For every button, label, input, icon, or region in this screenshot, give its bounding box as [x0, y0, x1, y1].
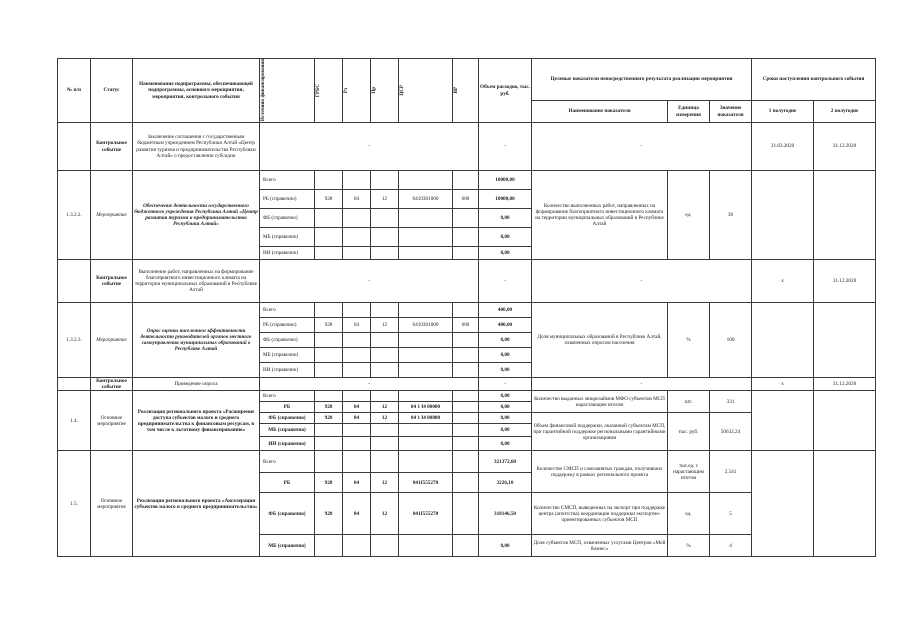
m3-ind2: Объем финансовой поддержки, оказанной субъектам МСП, при гарантийной поддержке региональными гарантийными организациями [532, 413, 668, 451]
m4-ind1: Количество СМСП и самозанятых граждан, получивших поддержку в рамках регионального проекта [532, 451, 668, 493]
m1-ii-volume: 0,00 [479, 247, 532, 260]
header-vr [453, 59, 479, 123]
m2-source-fb: ФБ (справочно) [260, 333, 315, 348]
m2-rb-pr: 12 [371, 318, 399, 333]
m1-rb-grbs: 928 [315, 190, 343, 209]
m4-ind2-value: 5 [710, 493, 752, 535]
ev3-half1: x [752, 378, 814, 391]
m1-rb-volume: 10000,00 [479, 190, 532, 209]
m2-value: 100 [710, 303, 752, 378]
m2-name: Опрос оценки населением эффективности деятельности руководителей органов местного самоуправления муниципальных образований в Республике Алтай [133, 303, 260, 378]
m4-fb-pr: 12 [371, 493, 399, 535]
m4-rb-volume: 3226,10 [479, 473, 532, 493]
m1-unit: ед. [668, 171, 710, 260]
m4-total-volume: 321372,60 [479, 451, 532, 473]
m4-ind3-value: 4 [710, 535, 752, 557]
m3-status: Основное мероприятие [91, 391, 133, 451]
m2-status: Мероприятие [91, 303, 133, 378]
m3-total-volume: 0,00 [479, 391, 532, 402]
ev1-half2: 31.12.2020 [814, 123, 876, 171]
ev3-num [58, 378, 91, 391]
ev2-name: Выполнение работ, направленных на формирование благоприятного инвестиционного климата на территории муниципальных образований в Республике Алтай [133, 260, 260, 303]
header-grbs-label: ГРБС [316, 83, 321, 98]
header-csr [399, 59, 453, 123]
ev2-dash-indicators: - [532, 260, 752, 303]
m3-source-mb: МБ (справочно) [260, 424, 315, 437]
m4-source-fb: ФБ (справочно) [260, 493, 315, 535]
ev2-half1: x [752, 260, 814, 303]
m3-ind2-unit: тыс. руб. [668, 413, 710, 451]
header-pr [371, 59, 399, 123]
m1-rb-rz: 04 [343, 190, 371, 209]
m3-rb-volume: 0,00 [479, 402, 532, 413]
m1-total-csr [399, 171, 453, 190]
ev3-status: Контрольное событие [91, 378, 133, 391]
header-name: Наименование подпрограммы, обеспечивающей подпрограммы, основного мероприятия, мероприятия, контрольного события [133, 59, 260, 123]
m2-total-volume: 400,00 [479, 303, 532, 318]
m1-source-ii: ИИ (справочно) [260, 247, 315, 260]
m1-source-total: Всего [260, 171, 315, 190]
header-rz-label: Рз [344, 87, 349, 94]
m1-total-rz [343, 171, 371, 190]
header-source [260, 59, 315, 123]
ev2-num [58, 260, 91, 303]
m2-rb-vr: 600 [453, 318, 479, 333]
ev1-status: Контрольное событие [91, 123, 133, 171]
m3-num: 1.4. [58, 391, 91, 451]
m4-fb-grbs: 928 [315, 493, 343, 535]
m3-fb-grbs: 928 [315, 413, 343, 424]
header-csr-label: ЦСР [400, 85, 405, 96]
ev3-half2: 31.12.2020 [814, 378, 876, 391]
m2-mb-volume: 0,00 [479, 348, 532, 363]
header-half2: 2 полугодие [814, 101, 876, 123]
m2-fb-volume: 0,00 [479, 333, 532, 348]
m4-name: Реализация регионального проекта «Акселерация субъектов малого и среднего предпринимательства» [133, 451, 260, 557]
m3-ind1: Количество выданных микрозаймов МФО субъектам МСП нарастающим итогом [532, 391, 668, 413]
m2-source-mb: МБ (справочно) [260, 348, 315, 363]
ev1-num [58, 123, 91, 171]
ev2-dash-volume: - [479, 260, 532, 303]
m1-value: 30 [710, 171, 752, 260]
m3-source-fb: ФБ (справочно) [260, 413, 315, 424]
m4-half1 [752, 451, 814, 557]
m1-source-rb: РБ (справочно) [260, 190, 315, 209]
m2-half2 [814, 303, 876, 378]
header-vr-label: ВР [454, 87, 459, 94]
m3-rb-pr: 12 [371, 402, 399, 413]
m3-ii-volume: 0,00 [479, 437, 532, 451]
m2-unit: % [668, 303, 710, 378]
m1-name: Обеспечение деятельности государственного бюджетного учреждения Республики Алтай «Центр развития туризма и предпринимательства Республики Алтай» [133, 171, 260, 260]
budget-table [57, 58, 876, 557]
m4-source-total: Всего [260, 451, 315, 473]
m4-fb-rz: 04 [343, 493, 371, 535]
ev1-dash-codes: - [260, 123, 479, 171]
m3-fb-volume: 0,00 [479, 413, 532, 424]
m2-rb-csr: 0410301000 [399, 318, 453, 333]
ev2-status: Контрольное событие [91, 260, 133, 303]
m3-rb-csr: 04 1 I4 00000 [399, 402, 453, 413]
m4-source-rb: РБ [260, 473, 315, 493]
m1-indicator: Количество выполненных работ, направленных на формирование благоприятного инвестиционного климата на территории муниципальных образований в Республике Алтай [532, 171, 668, 260]
m4-rb-csr: 041I555270 [399, 473, 453, 493]
header-deadlines: Сроки наступления контрольного события [752, 59, 876, 101]
m2-rb-rz: 04 [343, 318, 371, 333]
ev3-name: Проведение опроса [133, 378, 260, 391]
m3-name: Реализация регионального проекта «Расширение доступа субъектов малого и среднего предпринимательства к финансовым ресурсам, в том числе к льготному финансированию» [133, 391, 260, 451]
m3-fb-csr: 04 1 I4 00000 [399, 413, 453, 424]
m3-ind1-value: 331 [710, 391, 752, 413]
m3-source-ii: ИИ (справочно) [260, 437, 315, 451]
m3-mb-volume: 0,00 [479, 424, 532, 437]
m4-source-mb: МБ (справочно) [260, 535, 315, 557]
m1-total-grbs [315, 171, 343, 190]
m2-ii-volume: 0,00 [479, 363, 532, 378]
m1-status: Мероприятие [91, 171, 133, 260]
ev2-dash-codes: - [260, 260, 479, 303]
m1-mb-volume: 0,00 [479, 228, 532, 247]
m1-rb-pr: 12 [371, 190, 399, 209]
m4-ind3-unit: % [668, 535, 710, 557]
m4-fb-volume: 318146,50 [479, 493, 532, 535]
m3-ind2-value: 50632,24 [710, 413, 752, 451]
header-grbs [315, 59, 343, 123]
ev3-dash-indicators: - [532, 378, 752, 391]
header-unit: Единица измерения [668, 101, 710, 123]
m4-rb-rz: 04 [343, 473, 371, 493]
m3-source-total: Всего [260, 391, 315, 402]
m2-num: 1.3.2.3. [58, 303, 91, 378]
header-num: № п/п [58, 59, 91, 123]
m3-source-rb: РБ [260, 402, 315, 413]
header-status: Статус [91, 59, 133, 123]
m4-fb-csr: 041I555270 [399, 493, 453, 535]
ev2-half2: 31.12.2020 [814, 260, 876, 303]
m4-ind1-value: 2,541 [710, 451, 752, 493]
m1-source-fb: ФБ (справочно) [260, 209, 315, 228]
header-indicators: Целевые показатели непосредственного результата реализации мероприятия [532, 59, 752, 101]
ev1-half1: 31.03.2020 [752, 123, 814, 171]
m3-fb-rz: 04 [343, 413, 371, 424]
m4-ind2-unit: ед. [668, 493, 710, 535]
ev3-dash-codes: - [260, 378, 479, 391]
header-indicator-name: Наименование показателя [532, 101, 668, 123]
m1-half2 [814, 171, 876, 260]
m3-rb-rz: 04 [343, 402, 371, 413]
m3-ind1-unit: шт. [668, 391, 710, 413]
m3-half1 [752, 391, 814, 451]
m1-rb-vr: 600 [453, 190, 479, 209]
header-value: Значение показателя [710, 101, 752, 123]
m1-fb-volume: 0,00 [479, 209, 532, 228]
m3-fb-pr: 12 [371, 413, 399, 424]
m1-num: 1.3.2.2. [58, 171, 91, 260]
m1-half1 [752, 171, 814, 260]
ev3-dash-volume: - [479, 378, 532, 391]
m3-rb-grbs: 928 [315, 402, 343, 413]
m2-rb-grbs: 928 [315, 318, 343, 333]
ev1-name: Заключение соглашения с государственным бюджетным учреждением Республики Алтай «Центр развития туризма и предпринимательства Республики Алтай» о предоставлении субсидии [133, 123, 260, 171]
m4-ind3: Доля субъектов МСП, охваченных услугами Центров «Мой бизнес» [532, 535, 668, 557]
m1-total-pr [371, 171, 399, 190]
m4-ind1-unit: тыс.ед. с нарастающим итогом [668, 451, 710, 493]
m3-half2 [814, 391, 876, 451]
m2-source-rb: РБ (справочно) [260, 318, 315, 333]
header-rz [343, 59, 371, 123]
m4-num: 1.5. [58, 451, 91, 557]
m4-rb-pr: 12 [371, 473, 399, 493]
header-source-label: Источник финансирования [261, 59, 266, 122]
m1-rb-csr: 0410301000 [399, 190, 453, 209]
m4-rb-grbs: 928 [315, 473, 343, 493]
ev1-dash-volume: - [479, 123, 532, 171]
m2-rb-volume: 400,00 [479, 318, 532, 333]
m4-status: Основное мероприятие [91, 451, 133, 557]
m2-source-total: Всего [260, 303, 315, 318]
m2-source-ii: ИИ (справочно) [260, 363, 315, 378]
m2-indicator: Доля муниципальных образований в Республике Алтай, охваченных опросом населения [532, 303, 668, 378]
header-volume: Объем расходов, тыс. руб. [479, 59, 532, 123]
ev1-dash-indicators: - [532, 123, 752, 171]
m2-half1 [752, 303, 814, 378]
header-pr-label: Пр [372, 87, 377, 94]
m4-half2 [814, 451, 876, 557]
m1-total-volume: 10000,00 [479, 171, 532, 190]
m4-mb-volume: 0,00 [479, 535, 532, 557]
m1-total-vr [453, 171, 479, 190]
m4-ind2: Количество СМСП, выведенных на экспорт при поддержке центра (агентства) координации поддержки экспортно-ориентированных субъектов МСП [532, 493, 668, 535]
m1-source-mb: МБ (справочно) [260, 228, 315, 247]
header-half1: 1 полугодие [752, 101, 814, 123]
